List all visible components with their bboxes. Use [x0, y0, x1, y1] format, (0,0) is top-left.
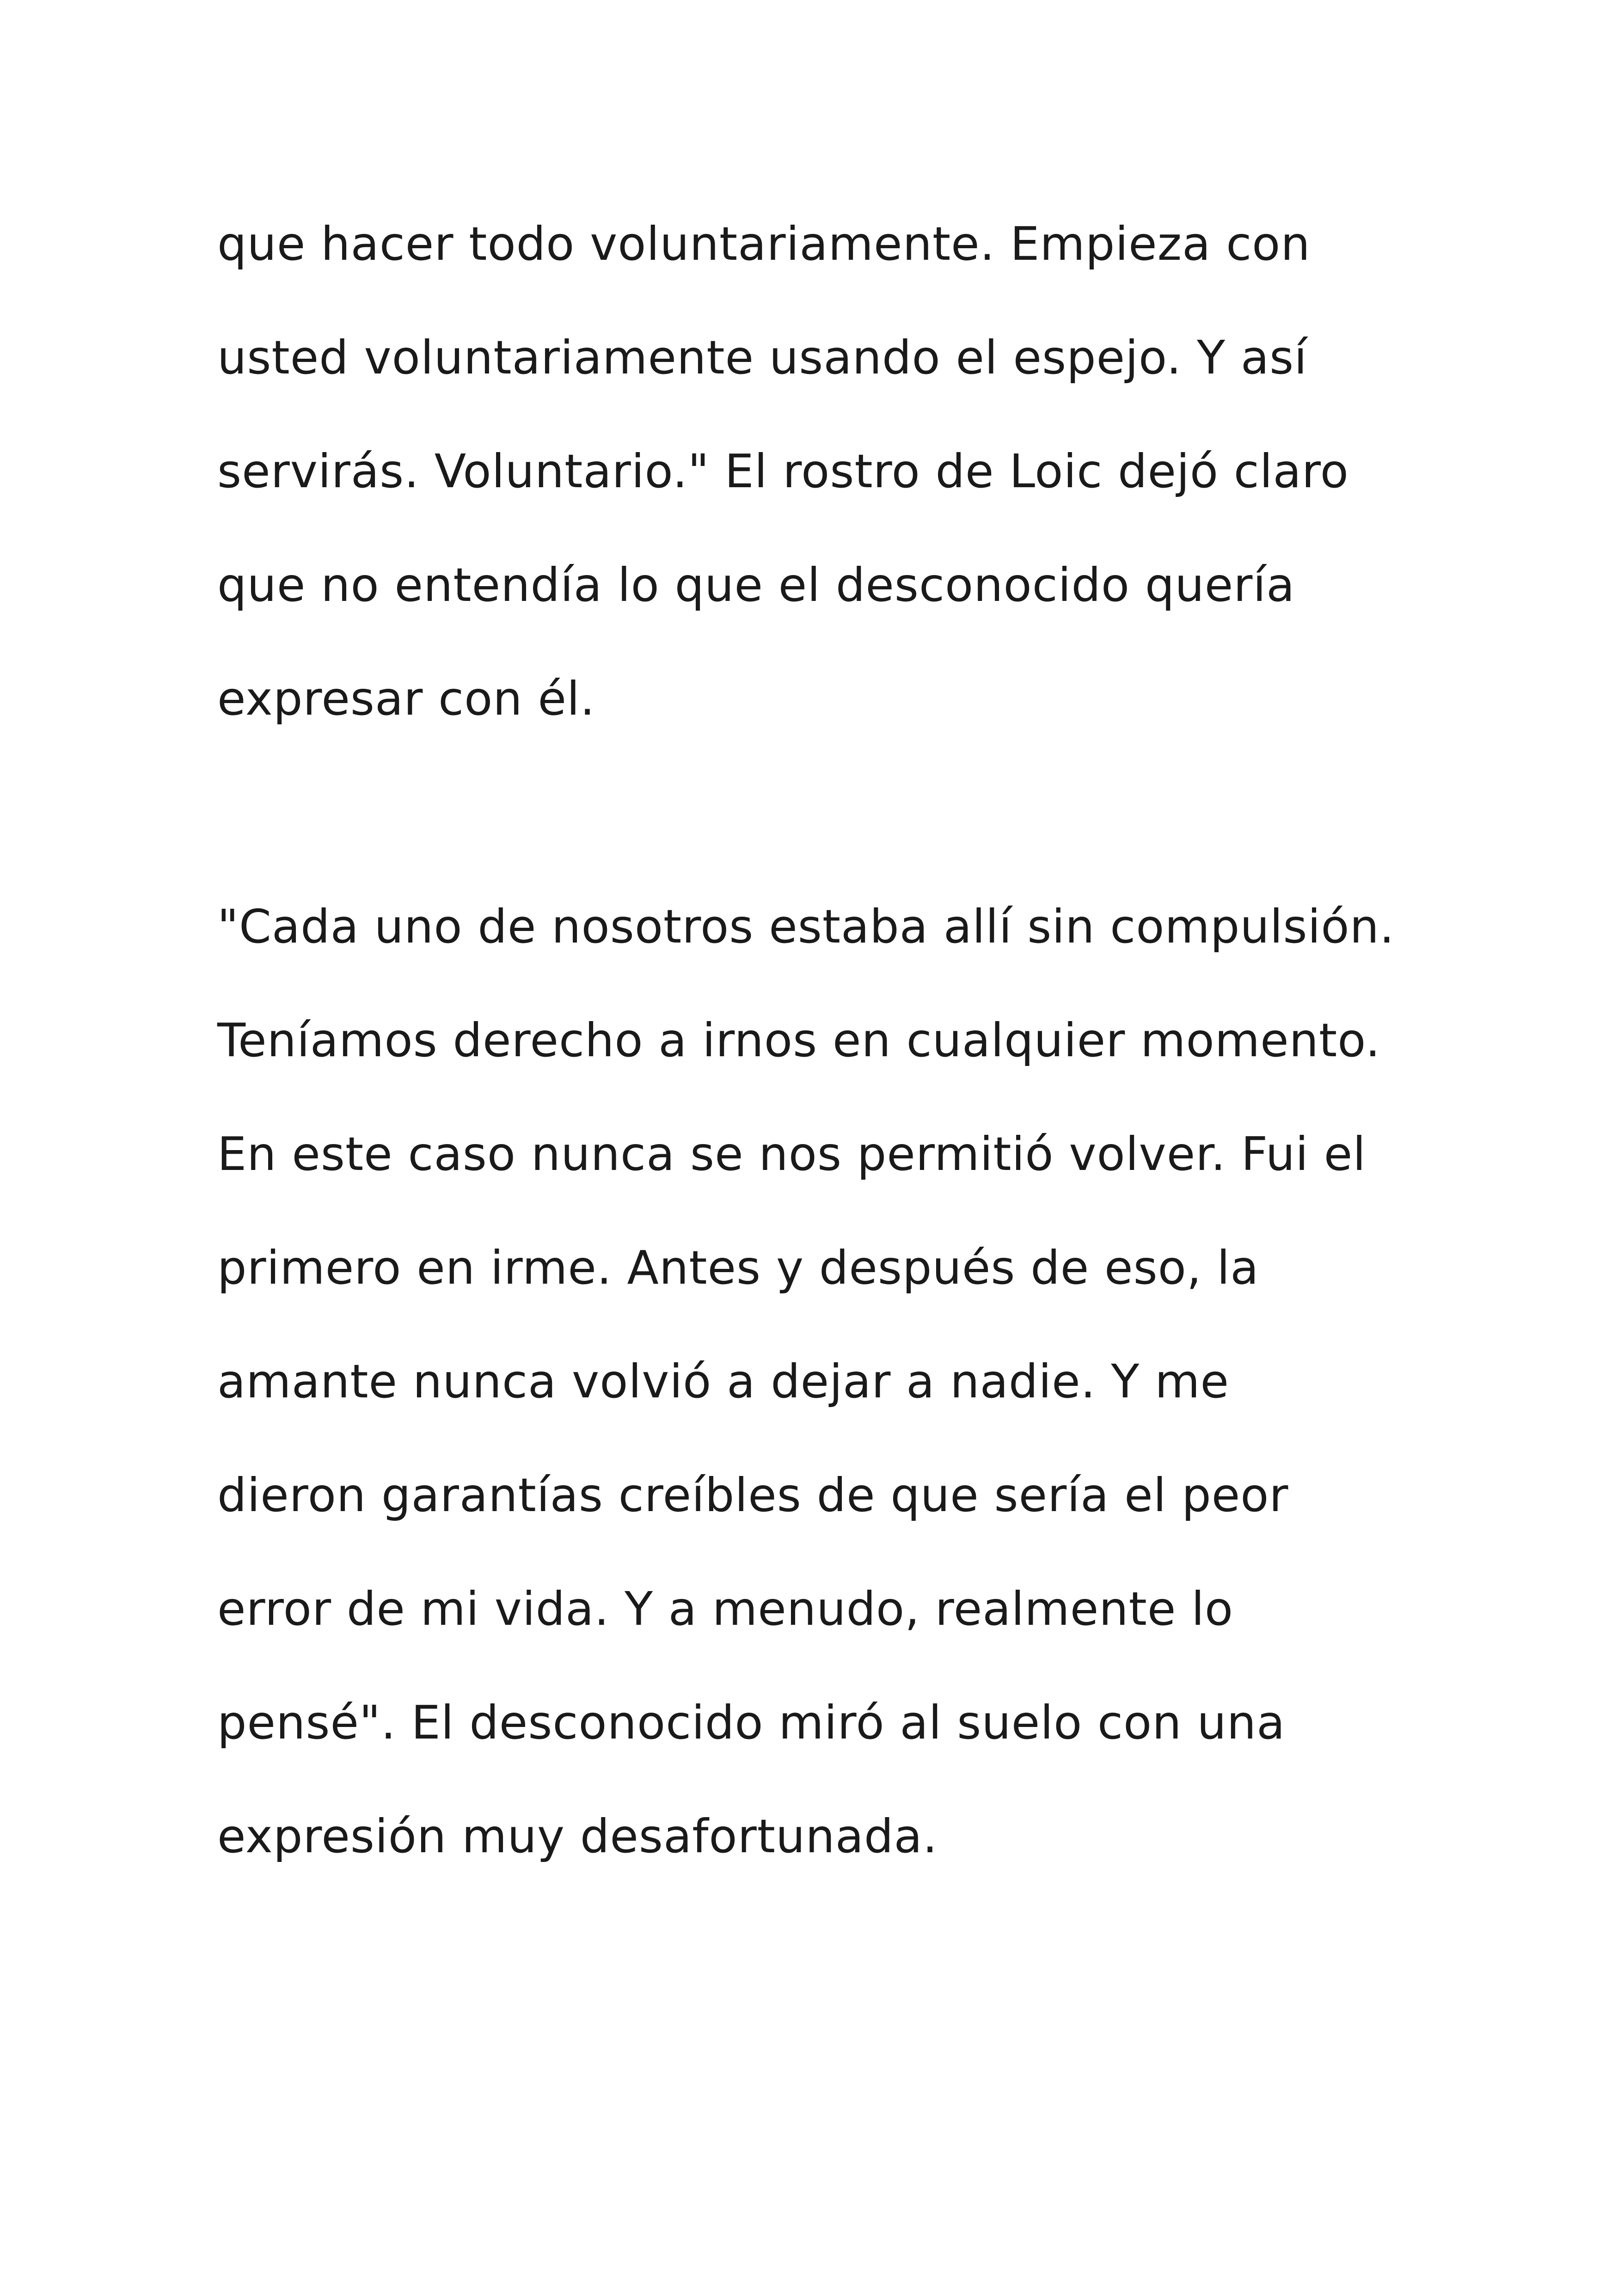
paragraph-line: En este caso nunca se nos permitió volver. Fui el: [217, 1127, 1367, 1181]
paragraph-line: expresión muy desafortunada.: [217, 1809, 938, 1863]
paragraph-line: Teníamos derecho a irnos en cualquier momento.: [217, 1013, 1381, 1067]
paragraph-line: "Cada uno de nosotros estaba allí sin compulsión.: [217, 900, 1395, 954]
paragraph-line: que no entendía lo que el desconocido quería: [217, 558, 1295, 612]
paragraph-line: usted voluntariamente usando el espejo. Y así: [217, 331, 1307, 385]
paragraph-line: dieron garantías creíbles de que sería el peor: [217, 1468, 1289, 1522]
paragraph-line: primero en irme. Antes y después de eso, la: [217, 1241, 1259, 1295]
paragraph-line: error de mi vida. Y a menudo, realmente lo: [217, 1582, 1234, 1636]
paragraph-line: amante nunca volvió a dejar a nadie. Y me: [217, 1354, 1230, 1408]
paragraph-line: que hacer todo voluntariamente. Empieza con: [217, 217, 1311, 271]
paragraph-line: pensé". El desconocido miró al suelo con una: [217, 1696, 1286, 1750]
paragraph-line: servirás. Voluntario." El rostro de Loic dejó claro: [217, 444, 1349, 498]
paragraph-line: expresar con él.: [217, 672, 595, 726]
